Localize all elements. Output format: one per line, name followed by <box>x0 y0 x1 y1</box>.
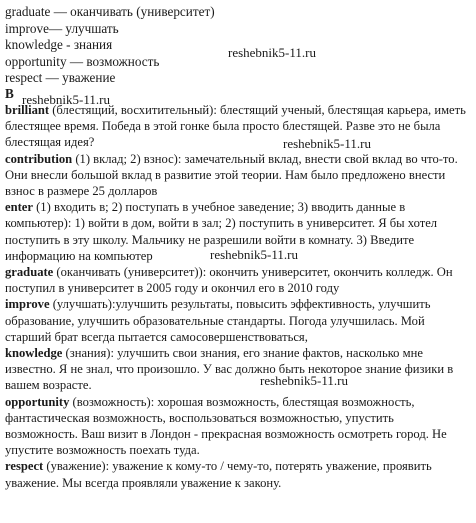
entry-word: brilliant <box>5 103 50 117</box>
entry-word: opportunity <box>5 394 70 409</box>
watermark: reshebnik5-11.ru <box>283 136 371 151</box>
entry-word: contribution <box>5 151 73 166</box>
section-label: B <box>5 86 14 101</box>
glossary-item: knowledge - знания <box>5 37 113 53</box>
entry-word: enter <box>5 200 33 215</box>
entry-text: (оканчивать (университет)): окончить университет, окончить колледж. Он поступил в университет в 2005 году и окончил его в 2010 году <box>5 265 453 296</box>
glossary-item: graduate — оканчивать (университет) <box>5 4 215 19</box>
entry-opportunity <box>5 394 467 459</box>
entry-word: improve <box>5 297 50 312</box>
entry-contribution <box>5 151 467 200</box>
glossary-item: improve— улучшать <box>5 20 119 36</box>
watermark: reshebnik5-11.ru <box>210 247 298 262</box>
vocabulary-entries <box>5 102 467 491</box>
entry-text: (блестящий, восхитительный): блестящий ученый, блестящая карьера, иметь блестящее время. Победа в этой гонке была просто блестящей. Разве это не была блестящая идея? <box>5 103 466 150</box>
entry-text: (уважение): уважение к кому-то / чему-то, потерять уважение, проявить уважение. Мы всегда проявляли уважение к закону. <box>5 459 432 490</box>
glossary-item: respect — уважение <box>5 70 116 86</box>
entry-knowledge <box>5 345 467 394</box>
entry-brilliant <box>5 102 467 151</box>
entry-improve <box>5 296 467 345</box>
entry-text: (1) входить в; 2) поступать в учебное заведение; 3) вводить данные в компьютер): 1) войти в дом, войти в зал; 2) поступить в университет. Я бы хотел поступить в эту школу. Мальчику не разрешили войти в комнату. 3) Введите информацию на компьютер <box>5 200 438 263</box>
watermark: reshebnik5-11.ru <box>260 373 348 388</box>
entry-respect <box>5 458 467 490</box>
entry-text: (возможность): хорошая возможность, блестящая возможность, фантастическая возможность, воспользоваться возможностью, упустить возможность. Ваш визит в Лондон - прекрасная возможность осмотреть город. Не упустите возможность поехать туда. <box>5 394 447 458</box>
entry-word: respect <box>5 459 44 474</box>
entry-text: (1) вклад; 2) взнос): замечательный вклад, внести свой вклад во что-то. Они внесли большой вклад в развитие этой теории. Нам было предложено внести взнос в размере 25 долларов <box>5 151 458 199</box>
glossary-item: opportunity — возможность <box>5 53 160 69</box>
glossary-list <box>5 4 215 87</box>
entry-word: knowledge <box>5 346 63 361</box>
entry-text: (улучшать):улучшить результаты, повысить эффективность, улучшить образование, улучшить образовательные стандарты. Погода улучшилась. Мой старший брат всегда пытается самосовершенствоваться, <box>5 297 431 344</box>
entry-graduate <box>5 264 467 296</box>
watermark: reshebnik5-11.ru <box>228 45 316 60</box>
watermark: reshebnik5-11.ru <box>22 92 110 107</box>
entry-word: graduate <box>5 265 54 280</box>
entry-text: (знания): улучшить свои знания, его знание фактов, насколько мне известно. Я не знал, что произошло. У вас должно быть некоторое знание физики в вашем возрасте. <box>5 346 454 393</box>
